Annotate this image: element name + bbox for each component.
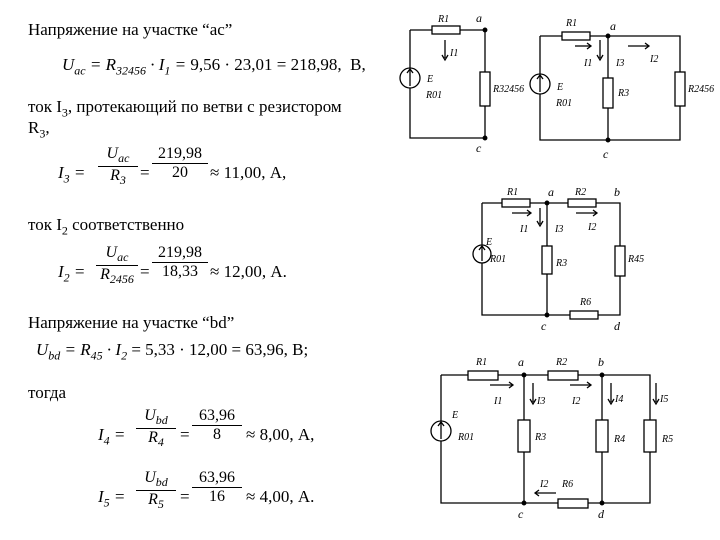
text-current-i3: ток $I_3$, протекающий по ветви с резистором xyxy=(28,97,342,120)
eq6-frac1: $U_{bd}$ $R_5$ xyxy=(136,469,176,512)
c3-R2: R2 xyxy=(575,187,587,198)
circuit-4 xyxy=(431,355,673,521)
c4-I1: I1 xyxy=(494,396,503,407)
circuit-3 xyxy=(473,185,644,333)
c4-I3: I3 xyxy=(537,396,546,407)
eq5-rhs: ≈ 8,00, А, xyxy=(246,425,315,444)
c2-R3: R3 xyxy=(618,88,630,99)
c3-I3: I3 xyxy=(555,224,564,235)
eq2-eq: = xyxy=(140,163,150,182)
eq3-eq: = xyxy=(140,262,150,281)
eq5-frac1: $U_{bd}$ $R_4$ xyxy=(136,407,176,450)
c4-R5: R5 xyxy=(662,434,674,445)
eq3-frac2: $\frac{219,98}{18,33}$ xyxy=(152,244,208,281)
c4-I2-bottom: I2 xyxy=(540,479,549,490)
eq3-rhs: ≈ 12,00, А. xyxy=(210,262,287,281)
c4-R1: R1 xyxy=(476,357,488,368)
c4-node-d: d xyxy=(598,507,604,521)
circuit-1 xyxy=(400,11,524,155)
c4-R6: R6 xyxy=(562,479,574,490)
c1-I1: I1 xyxy=(450,48,459,59)
eq5-frac2: $\frac{63,96}{8}$ xyxy=(192,407,242,444)
c3-E: E xyxy=(486,237,493,248)
text-then: тогда xyxy=(28,383,67,402)
c1-R32456: R32456 xyxy=(493,84,525,95)
eq2-frac1: $U_{ac}$ $R_3$ xyxy=(98,145,138,188)
c3-R3: R3 xyxy=(556,258,568,269)
eq5-eq: = xyxy=(180,425,190,444)
c3-node-a: a xyxy=(548,185,554,199)
c3-I2: I2 xyxy=(588,222,597,233)
text-r3: $R_3$, xyxy=(28,118,50,141)
c3-R1: R1 xyxy=(507,187,519,198)
c3-R45: R45 xyxy=(628,254,645,265)
c4-E: E xyxy=(452,410,459,421)
c2-I2: I2 xyxy=(650,54,659,65)
c3-node-b: b xyxy=(614,185,620,199)
heading-voltage-bd: Напряжение на участке “bd” xyxy=(28,313,235,332)
equation-ubd: $U_{bd} = R_{45} \cdot I_2 = 5,33 \cdot 12,00 = 63,96$, В; xyxy=(36,340,309,363)
c2-R01: R01 xyxy=(556,98,573,109)
c1-E: E xyxy=(427,74,434,85)
c2-node-c: c xyxy=(603,147,609,161)
c4-node-c: c xyxy=(518,507,524,521)
c1-R1: R1 xyxy=(438,14,450,25)
eq6-eq: = xyxy=(180,487,190,506)
eq6-frac2: $\frac{63,96}{16}$ xyxy=(192,469,242,506)
text-current-i2: ток $I_2$ соответственно xyxy=(28,215,185,238)
c4-I2: I2 xyxy=(572,396,581,407)
c4-node-b: b xyxy=(598,355,604,369)
c2-R2456: R2456 xyxy=(688,84,715,95)
c2-R1: R1 xyxy=(566,18,578,29)
eq2-lhs: $I_3$ = xyxy=(58,163,86,186)
c4-R3: R3 xyxy=(535,432,547,443)
eq3-frac1: $U_{ac}$ $R_{2456}$ xyxy=(96,244,138,287)
heading-voltage-ac: Напряжение на участке “ас” xyxy=(28,20,233,39)
c2-I1: I1 xyxy=(584,58,593,69)
c2-I3: I3 xyxy=(616,58,625,69)
c1-R01: R01 xyxy=(426,90,443,101)
c3-node-c: c xyxy=(541,319,547,333)
c3-R6: R6 xyxy=(580,297,592,308)
c2-node-a: a xyxy=(610,19,616,33)
c1-node-c: c xyxy=(476,141,482,155)
c3-R01: R01 xyxy=(490,254,507,265)
c1-node-a: a xyxy=(476,11,482,25)
c4-I5: I5 xyxy=(660,394,669,405)
equation-uac: $U_{ac} = R_{32456} \cdot I_1 = 9,56 \cdot 23,01 = 218,98$, В, xyxy=(62,55,366,78)
eq6-rhs: ≈ 4,00, А. xyxy=(246,487,315,506)
c4-R01: R01 xyxy=(458,432,475,443)
eq6-lhs: $I_5$ = xyxy=(98,487,126,510)
eq2-rhs: ≈ 11,00, А, xyxy=(210,163,287,182)
eq5-lhs: $I_4$ = xyxy=(98,425,126,448)
c4-R4: R4 xyxy=(614,434,626,445)
circuit-2 xyxy=(530,18,714,161)
c4-node-a: a xyxy=(518,355,524,369)
c3-node-d: d xyxy=(614,319,620,333)
c4-R2: R2 xyxy=(556,357,568,368)
c2-E: E xyxy=(557,82,564,93)
c4-I4: I4 xyxy=(615,394,624,405)
eq3-lhs: $I_2$ = xyxy=(58,262,86,285)
c3-I1: I1 xyxy=(520,224,529,235)
eq2-frac2: $\frac{219,98}{20}$ xyxy=(152,145,208,182)
